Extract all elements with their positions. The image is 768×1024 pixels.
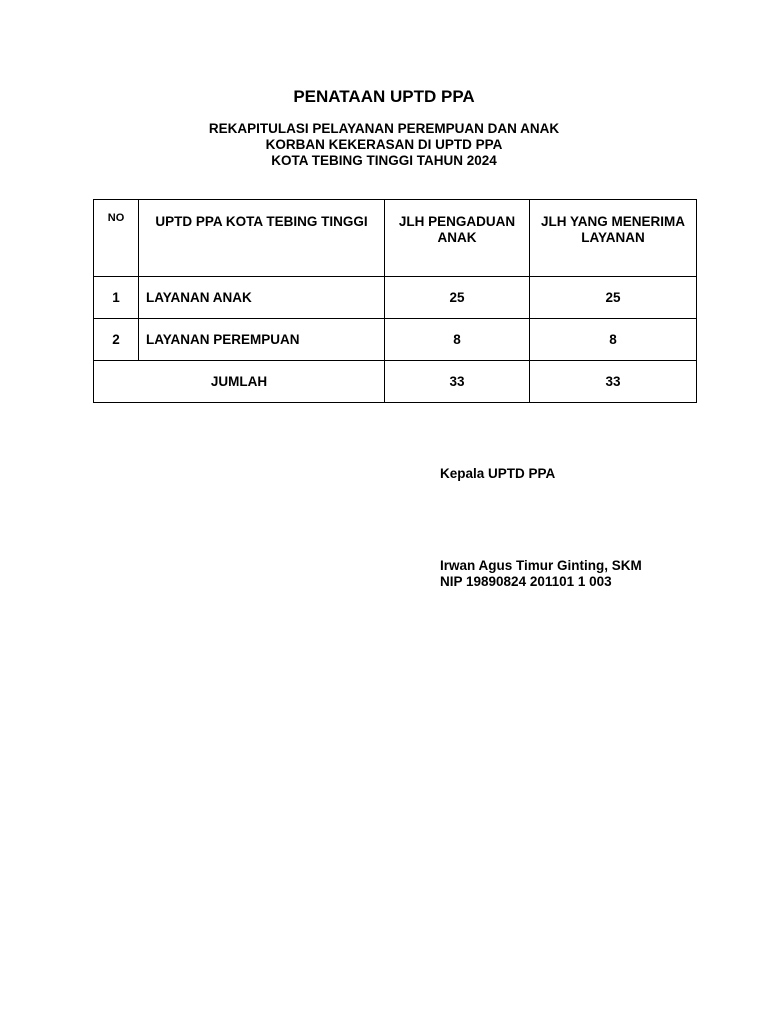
header-no: NO (94, 200, 139, 277)
table-row (94, 277, 697, 319)
total-label: JUMLAH (94, 361, 385, 403)
row-layanan: LAYANAN ANAK (139, 277, 385, 319)
row-no: 2 (94, 319, 139, 361)
row-pengaduan: 25 (385, 277, 530, 319)
recap-table (93, 199, 697, 403)
row-pengaduan: 8 (385, 319, 530, 361)
total-pengaduan: 33 (385, 361, 530, 403)
header-pengaduan: JLH PENGADUAN ANAK (385, 200, 530, 277)
document-title: PENATAAN UPTD PPA (293, 87, 475, 106)
row-menerima: 25 (530, 277, 697, 319)
signature-nip: NIP 19890824 201101 1 003 (440, 574, 612, 589)
document-subtitle (0, 121, 768, 169)
header-uptd: UPTD PPA KOTA TEBING TINGGI (139, 200, 385, 277)
table-header-row (94, 200, 697, 277)
subtitle-line-2: KORBAN KEKERASAN DI UPTD PPA (265, 137, 503, 152)
table-row (94, 319, 697, 361)
signature-role: Kepala UPTD PPA (440, 466, 556, 481)
table-total-row (94, 361, 697, 403)
header-menerima: JLH YANG MENERIMA LAYANAN (530, 200, 697, 277)
signature-block (440, 558, 642, 590)
row-no: 1 (94, 277, 139, 319)
row-menerima: 8 (530, 319, 697, 361)
signature-name: Irwan Agus Timur Ginting, SKM (440, 558, 642, 573)
row-layanan: LAYANAN PEREMPUAN (139, 319, 385, 361)
subtitle-line-3: KOTA TEBING TINGGI TAHUN 2024 (271, 153, 497, 168)
total-menerima: 33 (530, 361, 697, 403)
subtitle-line-1: REKAPITULASI PELAYANAN PEREMPUAN DAN ANAK (208, 121, 560, 136)
